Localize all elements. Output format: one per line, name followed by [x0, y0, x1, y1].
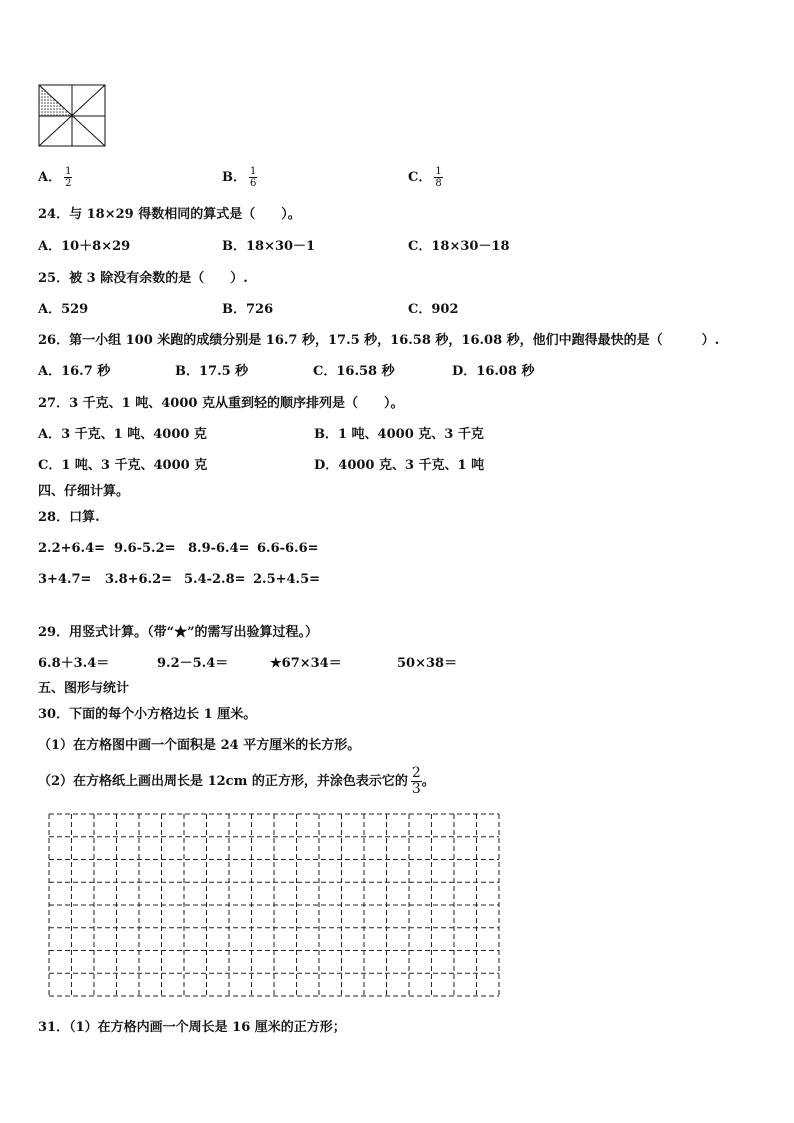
q26-option-d[interactable]: D．16.08 秒	[452, 364, 535, 379]
q23-option-b[interactable]	[222, 166, 257, 189]
section-heading-5: 五、图形与统计	[38, 681, 130, 696]
option-letter: A．	[38, 170, 62, 185]
oral-calc-item: 6.6-6.6=	[257, 541, 319, 556]
q29-stem: 29．用竖式计算。（带“★”的需写出验算过程。）	[38, 625, 319, 640]
option-letter: B．	[222, 170, 246, 185]
vertical-calc-item: 9.2－5.4＝	[157, 656, 229, 671]
q30-part2-text: （2）在方格纸上画出周长是 12cm 的正方形，并涂色表示它的	[38, 774, 408, 789]
q31-stem: 31．（1）在方格内画一个周长是 16 厘米的正方形；	[38, 1020, 346, 1035]
q24-option-a[interactable]: A．10＋8×29	[38, 239, 131, 254]
q27-option-d[interactable]: D．4000 克、3 千克、1 吨	[314, 458, 485, 473]
q30-part2-end: 。	[421, 774, 435, 789]
q28-stem: 28．口算.	[38, 510, 100, 525]
dashed-square-grid[interactable]	[48, 813, 502, 998]
square-eighths-figure	[38, 84, 108, 148]
oral-calc-item: 2.2+6.4=	[38, 541, 106, 556]
fraction: $\frac{1}{2}$	[65, 166, 72, 189]
q26-option-c[interactable]: C．16.58 秒	[313, 364, 395, 379]
vertical-calc-item: 6.8＋3.4＝	[38, 656, 110, 671]
q27-option-a[interactable]: A．3 千克、1 吨、4000 克	[38, 427, 207, 442]
q30-part1: （1）在方格图中画一个面积是 24 平方厘米的长方形。	[38, 738, 361, 753]
q26-option-b[interactable]: B．17.5 秒	[175, 364, 249, 379]
oral-calc-item: 8.9-6.4=	[188, 541, 250, 556]
option-letter: C．	[408, 170, 432, 185]
q25-option-b[interactable]: B．726	[222, 302, 274, 317]
vertical-calc-item: ★67×34＝	[270, 656, 342, 671]
oral-calc-item: 5.4-2.8=	[184, 572, 246, 587]
oral-calc-item: 2.5+4.5=	[253, 572, 321, 587]
fraction: $\frac{1}{6}$	[250, 166, 257, 189]
vertical-calc-item: 50×38＝	[397, 656, 458, 671]
q27-option-b[interactable]: B．1 吨、4000 克、3 千克	[314, 427, 484, 442]
q27-stem: 27．3 千克、1 吨、4000 克从重到轻的顺序排列是（ ）。	[38, 396, 404, 411]
q24-stem: 24．与 18×29 得数相同的算式是（ ）。	[38, 207, 301, 222]
q23-option-c[interactable]	[408, 166, 443, 189]
oral-calc-item: 3+4.7=	[38, 572, 92, 587]
q24-option-b[interactable]: B．18×30－1	[222, 239, 316, 254]
section-heading-4: 四、仔细计算。	[38, 484, 130, 499]
q26-stem: 26．第一小组 100 米跑的成绩分别是 16.7 秒，17.5 秒，16.58 秒，16.08 秒，他们中跑得最快的是（ ）.	[38, 333, 720, 348]
q30-part2	[38, 766, 435, 797]
q24-option-c[interactable]: C．18×30－18	[408, 239, 510, 254]
q30-stem: 30．下面的每个小方格边长 1 厘米。	[38, 707, 257, 722]
q26-option-a[interactable]: A．16.7 秒	[38, 364, 111, 379]
fraction: $\frac{2}{3}$	[411, 765, 421, 797]
q25-stem: 25．被 3 除没有余数的是（ ）.	[38, 271, 248, 286]
q25-option-c[interactable]: C．902	[408, 302, 459, 317]
q25-option-a[interactable]: A．529	[38, 302, 89, 317]
fraction: $\frac{1}{8}$	[435, 166, 442, 189]
oral-calc-item: 9.6-5.2=	[114, 541, 176, 556]
q23-option-a[interactable]	[38, 166, 72, 189]
oral-calc-item: 3.8+6.2=	[105, 572, 173, 587]
q27-option-c[interactable]: C．1 吨、3 千克、4000 克	[38, 458, 208, 473]
